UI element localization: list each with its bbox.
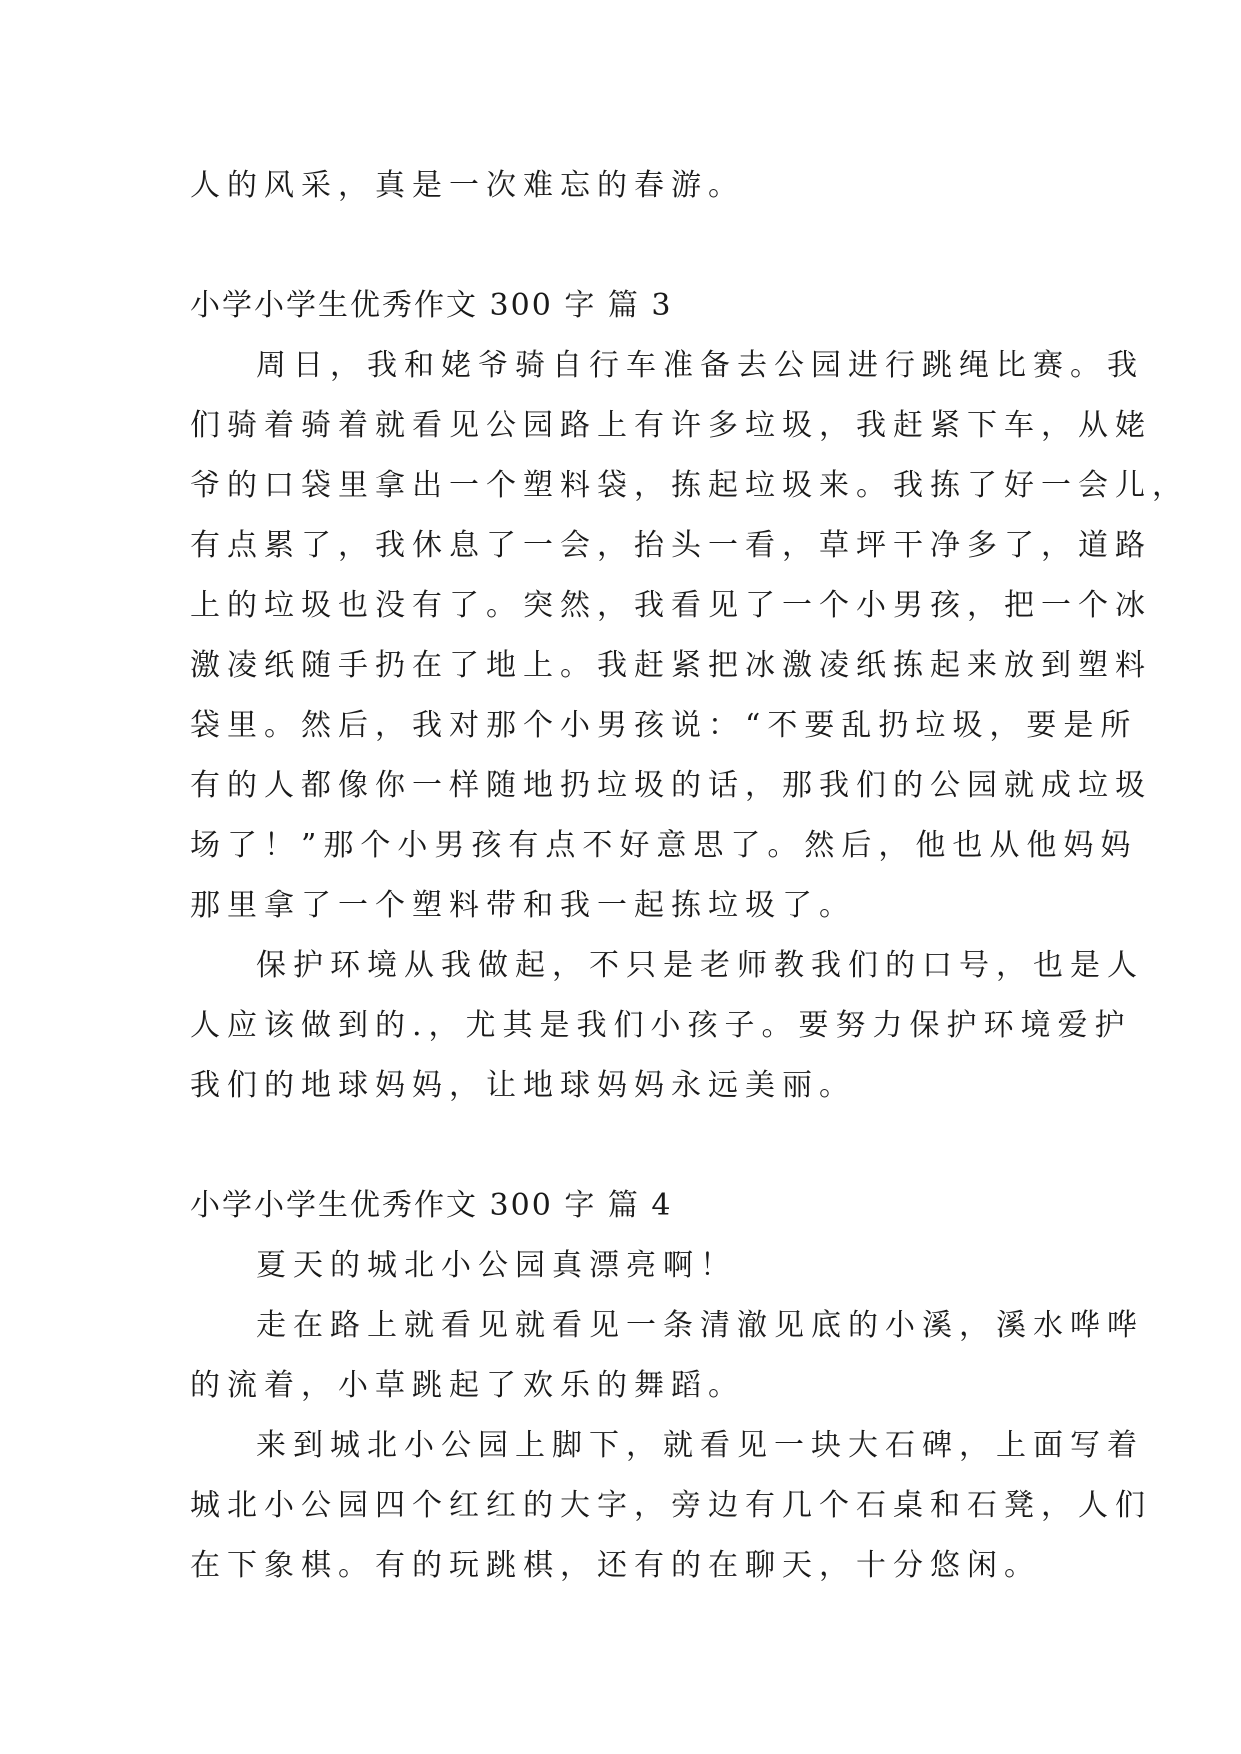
paragraph-line: 城北小公园四个红红的大字，旁边有几个石桌和石凳，人们 (190, 1488, 1152, 1523)
paragraph-line: 们骑着骑着就看见公园路上有许多垃圾，我赶紧下车，从姥 (190, 408, 1152, 443)
paragraph-line: 走在路上就看见就看见一条清澈见底的小溪，溪水哗哗 (256, 1308, 1144, 1343)
paragraph-line: 的流着，小草跳起了欢乐的舞蹈。 (190, 1368, 745, 1403)
paragraph-line: 在下象棋。有的玩跳棋，还有的在聊天，十分悠闲。 (190, 1548, 1041, 1583)
paragraph-line: 人应该做到的.，尤其是我们小孩子。要努力保护环境爱护 (190, 1008, 1132, 1043)
paragraph-line: 爷的口袋里拿出一个塑料袋，拣起垃圾来。我拣了好一会儿， (190, 468, 1189, 503)
paragraph-line: 场了！”那个小男孩有点不好意思了。然后，他也从他妈妈 (190, 828, 1138, 863)
paragraph-line: 激凌纸随手扔在了地上。我赶紧把冰激凌纸拣起来放到塑料 (190, 648, 1152, 683)
paragraph-line: 那里拿了一个塑料带和我一起拣垃圾了。 (190, 888, 856, 923)
section-heading-4: 小学小学生优秀作文 300 字 篇 4 (190, 1188, 673, 1223)
paragraph-line: 上的垃圾也没有了。突然，我看见了一个小男孩，把一个冰 (190, 588, 1152, 623)
section-heading-3: 小学小学生优秀作文 300 字 篇 3 (190, 288, 673, 323)
paragraph-line: 我们的地球妈妈，让地球妈妈永远美丽。 (190, 1068, 856, 1103)
paragraph-line: 有的人都像你一样随地扔垃圾的话，那我们的公园就成垃圾 (190, 768, 1152, 803)
paragraph-line: 周日，我和姥爷骑自行车准备去公园进行跳绳比赛。我 (256, 348, 1144, 383)
paragraph-line: 有点累了，我休息了一会，抬头一看，草坪干净多了，道路 (190, 528, 1152, 563)
paragraph-line: 保护环境从我做起，不只是老师教我们的口号，也是人 (256, 948, 1144, 983)
paragraph-line: 袋里。然后，我对那个小男孩说：“不要乱扔垃圾，要是所 (190, 708, 1138, 743)
paragraph-line: 来到城北小公园上脚下，就看见一块大石碑，上面写着 (256, 1428, 1144, 1463)
paragraph-line: 夏天的城北小公园真漂亮啊！ (256, 1248, 737, 1283)
paragraph-line: 人的风采，真是一次难忘的春游。 (190, 168, 745, 203)
